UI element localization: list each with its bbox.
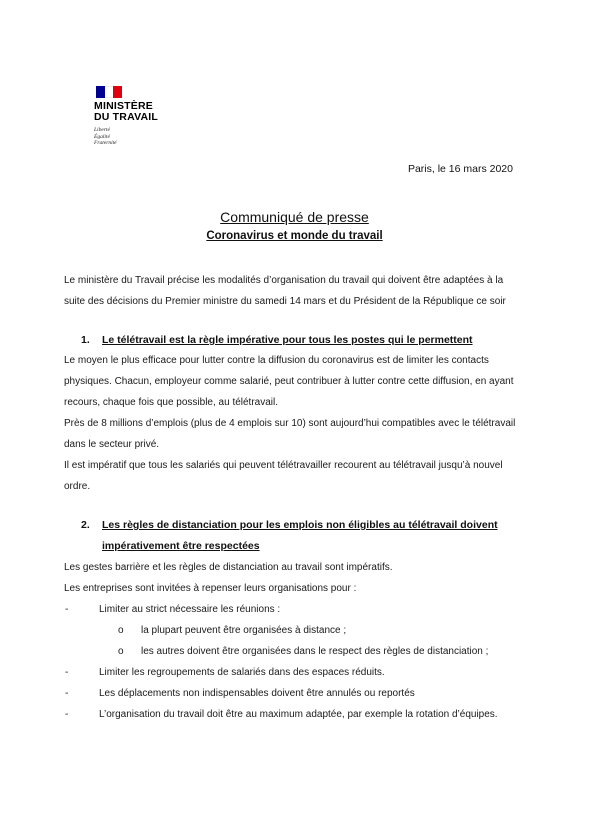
flag-white-stripe [105,86,114,98]
ministry-logo [94,86,184,147]
section-1-title: Le télétravail est la règle impérative pour tous les postes qui le permettent [102,334,473,346]
republic-motto [94,127,184,147]
list-item-text: Les déplacements non indispensables doivent être annulés ou reportés [99,688,415,699]
measures-list [64,599,534,725]
section-2-title-line2: impérativement être respectées [102,540,260,552]
page-title: Communiqué de presse [220,209,369,225]
section-2-heading [81,515,531,557]
sub-list-item [64,620,534,641]
bullet-circle: o [118,625,124,636]
french-flag-icon [96,86,122,98]
sub-list-item [64,641,534,662]
list-item [64,662,534,683]
flag-blue-stripe [96,86,105,98]
list-item-text: les autres doivent être organisées dans le respect des règles de distanciation ; [141,646,489,657]
list-item-text: L’organisation du travail doit être au maximum adaptée, par exemple la rotation d’équipes. [99,709,498,720]
bullet-dash: - [65,688,69,699]
title-block [0,208,589,244]
body-line: Près de 8 millions d’emplois (plus de 4 emplois sur 10) sont aujourd’hui compatibles avec le télétravail [64,418,516,429]
section-1-body [64,350,526,497]
section-number: 1. [81,334,90,346]
body-line: dans le secteur privé. [64,439,160,450]
section-2-title-line1: Les règles de distanciation pour les emplois non éligibles au télétravail doivent [102,519,498,531]
document-date: Paris, le 16 mars 2020 [407,163,513,175]
body-line: ordre. [64,481,91,492]
bullet-dash: - [65,604,69,615]
list-item-text: Limiter au strict nécessaire les réunions : [99,604,281,615]
body-line: physiques. Chacun, employeur comme salarié, peut contribuer à lutter contre cette diffusion, en ayant [64,376,514,387]
section-number: 2. [81,519,90,531]
list-item [64,704,534,725]
list-item-text: Limiter les regroupements de salariés dans des espaces réduits. [99,667,385,678]
intro-paragraph [64,270,526,312]
section-1-heading [81,330,531,351]
flag-red-stripe [113,86,122,98]
bullet-circle: o [118,646,124,657]
motto-liberte: Liberté [94,127,110,133]
motto-fraternite: Fraternité [94,140,117,146]
body-line: recours, chaque fois que possible, au télétravail. [64,397,279,408]
page-subtitle: Coronavirus et monde du travail [206,230,383,242]
section-2-body [64,557,526,599]
list-item-text: la plupart peuvent être organisées à distance ; [141,625,347,636]
body-line: Le moyen le plus efficace pour lutter contre la diffusion du coronavirus est de limiter les contacts [64,355,489,366]
list-item [64,599,534,620]
body-line: Les entreprises sont invitées à repenser leurs organisations pour : [64,583,357,594]
ministry-name-line2: DU TRAVAIL [94,111,159,123]
list-item [64,683,534,704]
motto-egalite: Égalité [94,133,110,140]
bullet-dash: - [65,667,69,678]
intro-line: Le ministère du Travail précise les modalités d’organisation du travail qui doivent être adaptées à la [64,275,504,286]
intro-line: suite des décisions du Premier ministre du samedi 14 mars et du Président de la République ce soir [64,296,506,307]
bullet-dash: - [65,709,69,720]
ministry-name-line1: MINISTÈRE [94,100,153,112]
body-line: Il est impératif que tous les salariés qui peuvent télétravailler recourent au télétravail jusqu’à nouvel [64,460,503,471]
body-line: Les gestes barrière et les règles de distanciation au travail sont impératifs. [64,562,393,573]
